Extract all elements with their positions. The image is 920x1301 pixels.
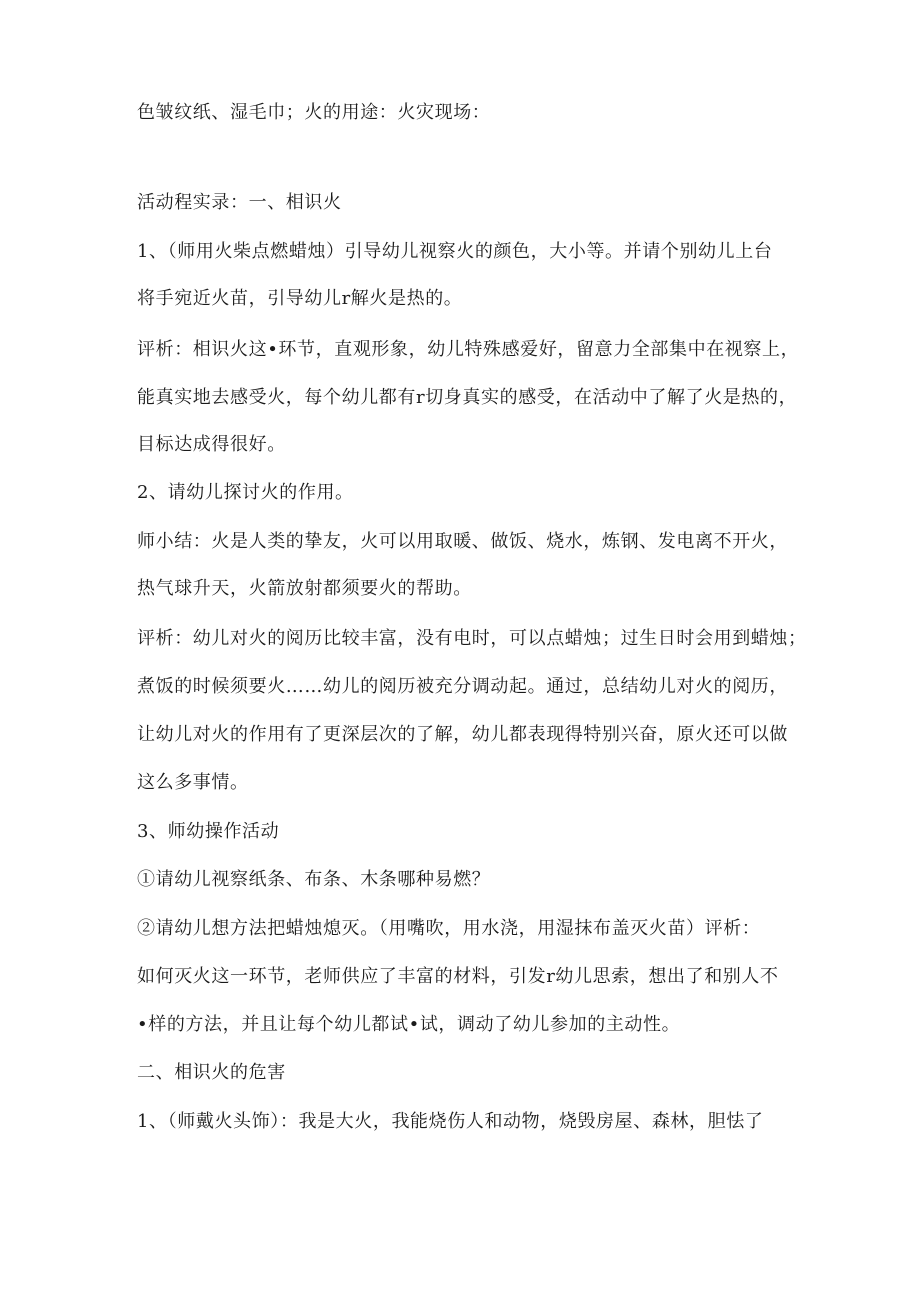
text-line: 煮饭的时候须要火……幼儿的阅历被充分调动起。通过，总结幼儿对火的阅历，: [137, 676, 788, 697]
text-line: 让幼儿对火的作用有了更深层次的了解，幼儿都表现得特别兴奋，原火还可以做: [137, 724, 788, 745]
text-line: 如何灭火这一环节，老师供应了丰富的材料，引发r幼儿思索，想出了和别人不: [137, 966, 779, 987]
text-line: 将手宛近火苗，引导幼儿r解火是热的。: [137, 288, 463, 309]
text-line: 1、（师戴火头饰）：我是大火，我能烧伤人和动物，烧毁房屋、森林，胆怯了: [137, 1111, 764, 1132]
subsection-heading: 3、师幼操作活动: [137, 821, 280, 842]
text-line: 色皱纹纸、湿毛巾；火的用途：火灾现场：: [137, 102, 491, 123]
text-line: 评析：相识火这•环节，直观形象，幼儿特殊感爱好，留意力全部集中在视察上，: [137, 339, 800, 360]
text-line: 评析：幼儿对火的阅历比较丰富，没有电时，可以点蜡烛；过生日时会用到蜡烛；: [137, 628, 807, 649]
text-line: 1、（师用火柴点燃蜡烛）引导幼儿视察火的颜色，大小等。并请个别幼儿上台: [137, 241, 773, 262]
text-line: 这么多事情。: [137, 772, 249, 793]
section-heading: 活动程实录：一、相识火: [137, 192, 342, 213]
text-line: ①请幼儿视察纸条、布条、木条哪种易燃？: [137, 869, 491, 890]
subsection-heading: 2、请幼儿探讨火的作用。: [137, 482, 354, 503]
section-heading: 二、相识火的危害: [137, 1062, 286, 1083]
text-line: ②请幼儿想方法把蜡烛熄灭。（用嘴吹，用水浇，用湿抹布盖灭火苗）评析：: [137, 918, 761, 939]
text-line: 师小结：火是人类的挚友，火可以用取暖、做饭、烧水，炼钢、发电离不开火，: [137, 531, 788, 552]
text-line: 热气球升天，火箭放射都须要火的帮助。: [137, 578, 472, 599]
text-line: 目标达成得很好。: [137, 434, 286, 455]
text-line: 能真实地去感受火，每个幼儿都有r切身真实的感受，在活动中了解了火是热的，: [137, 387, 798, 408]
text-line: •样的方法，并且让每个幼儿都试•试，调动了幼儿参加的主动性。: [137, 1014, 681, 1035]
